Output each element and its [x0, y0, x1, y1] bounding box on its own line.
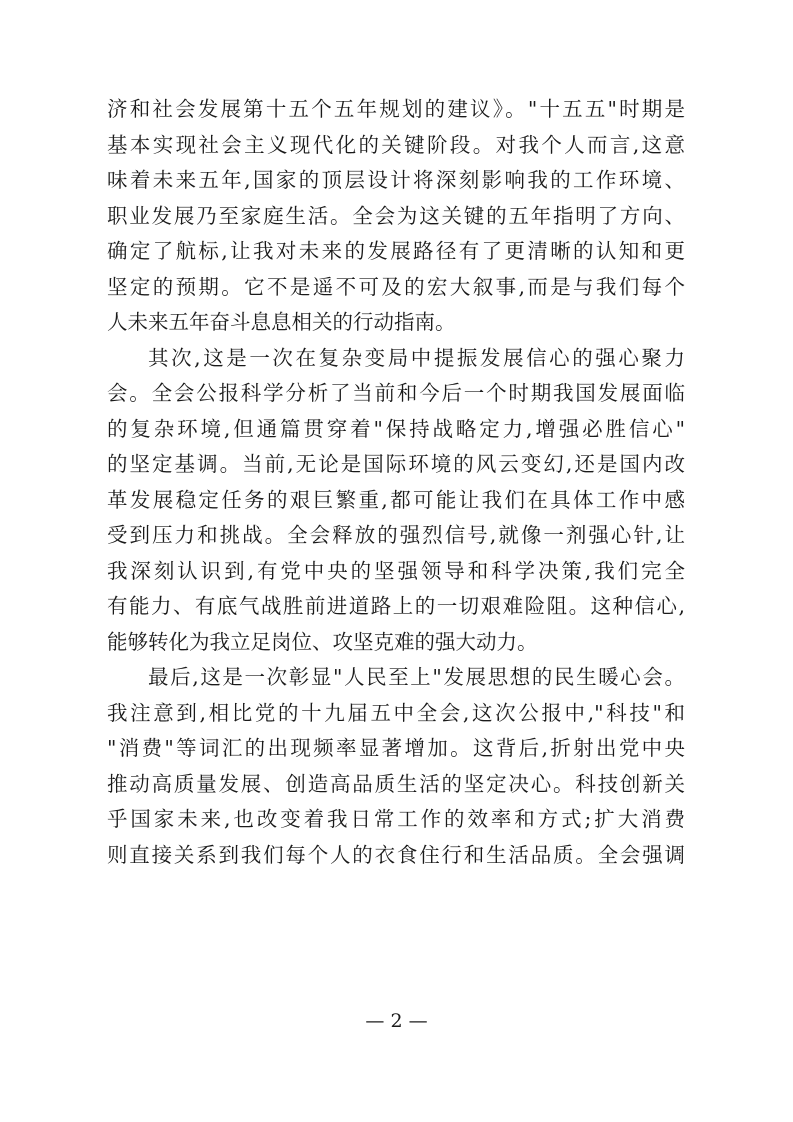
text-line: 确定了航标,让我对未来的发展路径有了更清晰的认知和更: [107, 239, 685, 263]
text-line: 最后,这是一次彰显"人民至上"发展思想的民生暖心会。: [148, 665, 685, 689]
text-line: 会。全会公报科学分析了当前和今后一个时期我国发展面临: [107, 381, 685, 405]
text-line: 则直接关系到我们每个人的衣食住行和生活品质。全会强调: [107, 842, 685, 867]
text-line: 有能力、有底气战胜前进道路上的一切艰难险阻。这种信心,: [107, 594, 685, 618]
text-line: "消费"等词汇的出现频率显著增加。这背后,折射出党中央: [107, 736, 685, 760]
text-line: 其次,这是一次在复杂变局中提振发展信心的强心聚力: [148, 345, 685, 370]
text-line: 坚定的预期。它不是遥不可及的宏大叙事,而是与我们每个: [107, 274, 685, 299]
page-number: — 2 —: [365, 1010, 428, 1032]
text-line: 我注意到,相比党的十九届五中全会,这次公报中,"科技"和: [107, 700, 685, 725]
text-line: 革发展稳定任务的艰巨繁重,都可能让我们在具体工作中感: [107, 487, 685, 512]
text-line: 的复杂环境,但通篇贯穿着"保持战略定力,增强必胜信心": [107, 416, 685, 441]
text-line: 味着未来五年,国家的顶层设计将深刻影响我的工作环境、: [107, 168, 685, 192]
text-line: 济和社会发展第十五个五年规划的建议》。"十五五"时期是: [107, 97, 685, 121]
body-text: [107, 92, 685, 873]
text-line: 受到压力和挑战。全会释放的强烈信号,就像一剂强心针,让: [107, 523, 685, 547]
text-line: 的坚定基调。当前,无论是国际环境的风云变幻,还是国内改: [107, 452, 685, 476]
text-line: 职业发展乃至家庭生活。全会为这关键的五年指明了方向、: [107, 203, 685, 228]
text-line: 能够转化为我立足岗位、攻坚克难的强大动力。: [107, 629, 538, 654]
text-line: 基本实现社会主义现代化的关键阶段。对我个人而言,这意: [107, 132, 685, 157]
text-line: 我深刻认识到,有党中央的坚强领导和科学决策,我们完全: [107, 558, 685, 583]
text-line: 人未来五年奋斗息息相关的行动指南。: [107, 310, 456, 334]
text-line: 推动高质量发展、创造高品质生活的坚定决心。科技创新关: [107, 771, 685, 796]
text-line: 乎国家未来,也改变着我日常工作的效率和方式;扩大消费: [107, 807, 685, 831]
